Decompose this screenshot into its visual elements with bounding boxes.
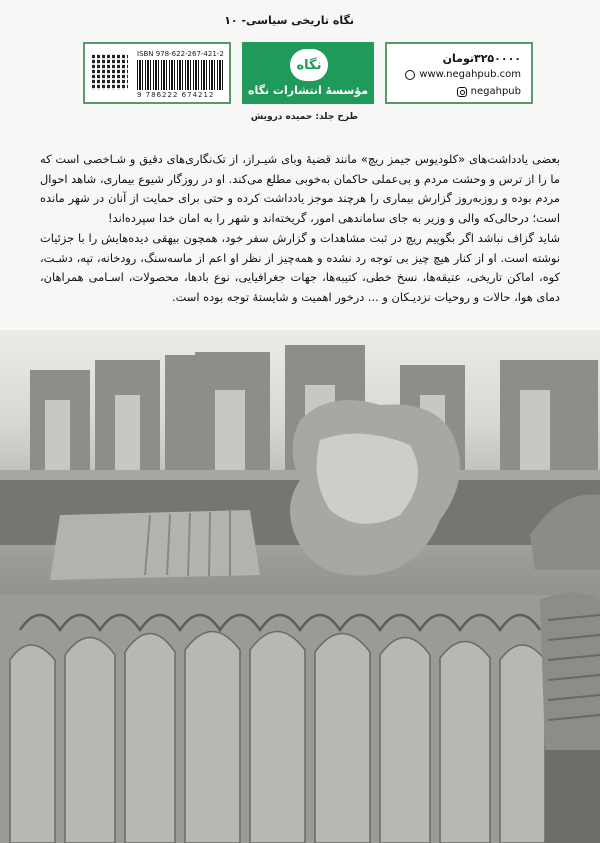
contact-box (385, 42, 533, 104)
instagram-handle: negahpub (470, 86, 521, 97)
qr-code-icon (92, 54, 128, 90)
publisher-name: مؤسسهٔ انتشارات نگاه (247, 84, 369, 97)
publisher-box (242, 42, 374, 104)
isbn-label: ISBN 978-622-267-421-2 (137, 50, 224, 58)
website: www.negahpub.com (419, 69, 521, 80)
logo-text: نگاه (296, 57, 322, 73)
globe-icon (405, 70, 415, 80)
barcode-number: 9 786222 674212 (137, 91, 215, 99)
instagram-line (457, 86, 521, 97)
series-title: نگاه تاریخی سیاسی- ۱۰ (224, 14, 354, 27)
ruins-illustration (0, 330, 600, 843)
price: ۳۲۵۰۰۰۰تومان (442, 52, 521, 65)
website-line (405, 69, 521, 80)
cover-designer: طرح جلد: حمیده درویش (250, 112, 358, 122)
blurb-paragraph-2: شاید گزاف نباشد اگر بگوییم ریچ در ثبت مشاهدات و گزارش سفر خود، همچون بیهقی دیده‌هایش را با جزئیات نوشته است. او از کنار هیچ چیز بی توجه رد نشده و همه‌چیز از نظر او اعم از ماسه‌سنگ، رودخانه، تپه، دشـت، کوه، اماکن تاریخی، عتیقه‌ها، نسخ خطی، کتیبه‌ها، جهات جغرافیایی، نوع بادها، محصولات، اسـامی همراهان، دمای هوا، حالات و روحیات نزدیـکان و ... درخور اهمیت و شایستهٔ توجه بوده است. (40, 231, 560, 304)
persepolis-photo (0, 330, 600, 843)
blurb-paragraph-1: بعضی یادداشت‌های «کلودیوس جیمز ریچ» مانند قضیهٔ وبای شیـراز، از تک‌نگاری‌های دقیق و شـاخصی است که ما را از ترس و وحشت مردم و بی‌عملی حاکمان به‌خوبی مطلع می‌کند. او در روزگار شیوع بیماری، شاهد احوال مردم بوده و روزبه‌روز گزارش بیماری را هرچند موجز یادداشت کرده و حتی برای حمایت از آنان در شهر مانده است؛ درحالی‌که والی و وزیر به جای ساماندهی امور، گریخته‌اند و شهر را به امان خدا سپرده‌اند! (40, 152, 560, 225)
instagram-icon (457, 87, 467, 97)
isbn-box (83, 42, 231, 104)
back-cover-blurb (40, 150, 560, 308)
publisher-logo-icon (290, 49, 328, 81)
barcode-icon (137, 60, 225, 90)
